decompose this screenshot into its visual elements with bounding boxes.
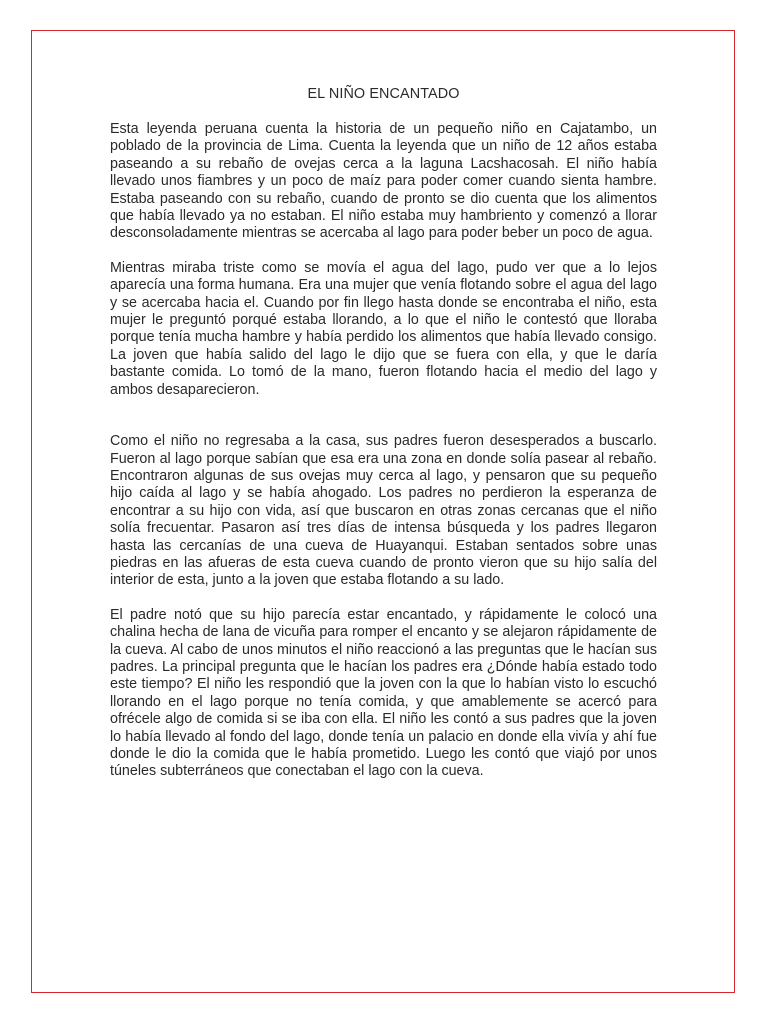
document-title: EL NIÑO ENCANTADO xyxy=(307,86,460,102)
paragraph-3: Como el niño no regresaba a la casa, sus padres fueron desesperados a buscarlo. Fueron al lago porque sabían que esa era una zona en donde solía pasear al rebaño. Encontraron algunas de sus ovejas muy cerca al lago, y pensaron que su pequeño hijo caída al lago y se había ahogado. Los padres no perdieron la esperanza de encontrar a su hijo con vida, así que buscaron en otras zonas cercanas que el niño solía frecuentar. Pasaron así tres días de intensa búsqueda y los padres llegaron hasta las cercanías de una cueva de Huayanqui. Estaban sentados sobre unas piedras en las afueras de esta cueva cuando de pronto vieron que su hijo salía del interior de esta, junto a la joven que estaba flotando a su lado. xyxy=(110,433,657,589)
paragraph-4: El padre notó que su hijo parecía estar encantado, y rápidamente le colocó una chalina hecha de lana de vicuña para romper el encanto y se alejaron rápidamente de la cueva. Al cabo de unos minutos el niño reaccionó a las preguntas que le hacían sus padres. La principal pregunta que le hacían los padres era ¿Dónde había estado todo este tiempo? El niño les respondió que la joven con la que lo habían visto lo escuchó llorando en el lago porque no tenía comida, y que amablemente se acercó para ofrécele algo de comida si se iba con ella. El niño les contó a sus padres que la joven lo había llevado al fondo del lago, donde tenía un palacio en donde ella vivía y ahí fue donde le dio la comida que le había prometido. Luego les contó que viajó por unos túneles subterráneos que conectaban el lago con la cueva. xyxy=(110,606,657,780)
paragraph-1: Esta leyenda peruana cuenta la historia de un pequeño niño en Cajatambo, un poblado de la provincia de Lima. Cuenta la leyenda que un niño de 12 años estaba paseando a su rebaño de ovejas cerca a la laguna Lacshacosah. El niño había llevado unos fiambres y un poco de maíz para poder comer cuando sienta hambre. Estaba paseando con su rebaño, cuando de pronto se dio cuenta que los alimentos que había llevado ya no estaban. El niño estaba muy hambriento y comenzó a llorar desconsoladamente mientras se acercaba al lago para poder beber un poco de agua. xyxy=(110,121,657,242)
paragraph-2: Mientras miraba triste como se movía el agua del lago, pudo ver que a lo lejos aparecía una forma humana. Era una mujer que venía flotando sobre el agua del lago y se acercaba hacia el. Cuando por fin llego hasta donde se encontraba el niño, esta mujer le preguntó porqué estaba llorando, a lo que el niño le contestó que lloraba porque tenía mucha hambre y había perdido los alimentos que había llevado consigo. La joven que había salido del lago le dijo que se fuera con ella, y que le daría bastante comida. Lo tomó de la mano, fueron flotando hacia el medio del lago y ambos desaparecieron. xyxy=(110,259,657,398)
document-body xyxy=(110,86,657,781)
